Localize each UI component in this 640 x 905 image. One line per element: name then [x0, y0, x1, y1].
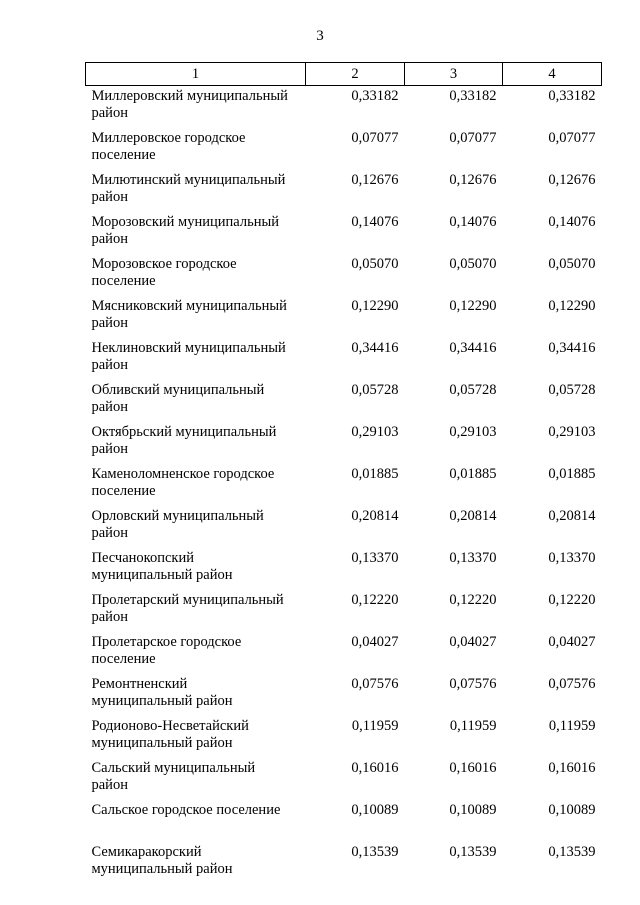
value-col-2: 0,10089: [351, 802, 399, 818]
municipality-name: [86, 590, 306, 632]
municipality-name: [86, 296, 306, 338]
municipality-name: [86, 380, 306, 422]
value-col-2: 0,05070: [351, 256, 399, 272]
page-number: 3: [316, 28, 324, 44]
value-col-2: 0,12676: [351, 172, 399, 188]
value-col-2: 0,13539: [351, 844, 399, 860]
value-col-3: 0,12290: [449, 298, 497, 314]
table-row: [86, 212, 602, 254]
table-row: [86, 758, 602, 800]
value-col-3: 0,16016: [449, 760, 497, 776]
value-col-4: 0,33182: [548, 88, 596, 104]
municipality-name: [86, 506, 306, 548]
value-col-3: 0,29103: [449, 424, 497, 440]
municipality-name-line: Песчанокопский: [91, 550, 194, 566]
value-col-3: 0,11959: [449, 718, 497, 734]
value-col-2: 0,33182: [351, 88, 399, 104]
value-col-3: 0,14076: [449, 214, 497, 230]
column-header-3: 3: [405, 63, 503, 86]
municipality-name-line: Неклиновский муниципальный: [91, 340, 286, 356]
value-col-2: 0,16016: [351, 760, 399, 776]
municipality-name-line: район: [91, 105, 128, 121]
value-col-4: 0,12220: [548, 592, 596, 608]
value-col-4: 0,11959: [548, 718, 596, 734]
value-col-3: 0,07077: [449, 130, 497, 146]
municipality-name-line: район: [91, 609, 128, 625]
municipality-name-line: Обливский муниципальный: [91, 382, 265, 398]
value-col-4: 0,13539: [548, 844, 596, 860]
municipality-name-line: Сальское городское поселение: [91, 802, 281, 818]
value-col-2: 0,12220: [351, 592, 399, 608]
municipality-name: [86, 758, 306, 800]
municipality-name-line: поселение: [91, 651, 156, 667]
municipality-name-line: Ремонтненский: [91, 676, 188, 692]
municipality-name: [86, 548, 306, 590]
value-col-4: 0,12676: [548, 172, 596, 188]
value-col-3: 0,01885: [449, 466, 497, 482]
table-row: [86, 842, 602, 884]
value-col-3: 0,05728: [449, 382, 497, 398]
municipality-name-line: Октябрьский муниципальный: [91, 424, 277, 440]
value-col-4: 0,29103: [548, 424, 596, 440]
municipality-name-line: Морозовский муниципальный: [91, 214, 279, 230]
municipality-name: [86, 422, 306, 464]
table-row: [86, 86, 602, 129]
municipality-name-line: Миллеровское городское: [91, 130, 246, 146]
municipality-name: [86, 170, 306, 212]
municipality-name-line: муниципальный район: [91, 735, 233, 751]
table-row: [86, 338, 602, 380]
value-col-3: 0,04027: [449, 634, 497, 650]
table-row: [86, 296, 602, 338]
municipality-name: [86, 632, 306, 674]
municipality-name-line: поселение: [91, 483, 156, 499]
value-col-3: 0,33182: [449, 88, 497, 104]
table-row: [86, 422, 602, 464]
municipality-name-line: Каменоломненское городское: [91, 466, 275, 482]
value-col-4: 0,05728: [548, 382, 596, 398]
value-col-4: 0,16016: [548, 760, 596, 776]
value-col-3: 0,12220: [449, 592, 497, 608]
municipality-name-line: муниципальный район: [91, 567, 233, 583]
table-row: [86, 254, 602, 296]
value-col-2: 0,34416: [351, 340, 399, 356]
value-col-2: 0,20814: [351, 508, 399, 524]
municipality-name-line: район: [91, 189, 128, 205]
value-col-3: 0,13370: [449, 550, 497, 566]
table-row: [86, 380, 602, 422]
municipality-name-line: район: [91, 399, 128, 415]
table-row: [86, 632, 602, 674]
value-col-3: 0,20814: [449, 508, 497, 524]
table-row: [86, 128, 602, 170]
column-header-4: 4: [503, 63, 602, 86]
municipality-name: [86, 464, 306, 506]
data-table: [85, 62, 602, 884]
value-col-4: 0,13370: [548, 550, 596, 566]
municipality-name-line: Пролетарское городское: [91, 634, 242, 650]
municipality-name: [86, 842, 306, 884]
municipality-name-line: район: [91, 777, 128, 793]
value-col-2: 0,07077: [351, 130, 399, 146]
municipality-name-line: Семикаракорский: [91, 844, 202, 860]
table-header-row: [86, 63, 602, 86]
municipality-name: [86, 338, 306, 380]
municipality-name: [86, 800, 306, 842]
value-col-4: 0,34416: [548, 340, 596, 356]
value-col-2: 0,01885: [351, 466, 399, 482]
municipality-name-line: Сальский муниципальный: [91, 760, 256, 776]
table-row: [86, 800, 602, 842]
value-col-2: 0,04027: [351, 634, 399, 650]
municipality-name-line: поселение: [91, 147, 156, 163]
column-header-1: 1: [86, 63, 306, 86]
column-header-2: 2: [306, 63, 405, 86]
value-col-2: 0,14076: [351, 214, 399, 230]
municipality-name-line: муниципальный район: [91, 693, 233, 709]
value-col-3: 0,12676: [449, 172, 497, 188]
value-col-3: 0,13539: [449, 844, 497, 860]
value-col-2: 0,29103: [351, 424, 399, 440]
table-row: [86, 716, 602, 758]
municipality-name-line: район: [91, 315, 128, 331]
value-col-2: 0,05728: [351, 382, 399, 398]
value-col-4: 0,14076: [548, 214, 596, 230]
municipality-name-line: Милютинский муниципальный: [91, 172, 286, 188]
value-col-2: 0,13370: [351, 550, 399, 566]
municipality-name-line: район: [91, 441, 128, 457]
municipality-name-line: район: [91, 357, 128, 373]
table-row: [86, 464, 602, 506]
municipality-name-line: Орловский муниципальный: [91, 508, 264, 524]
value-col-4: 0,07077: [548, 130, 596, 146]
value-col-2: 0,11959: [351, 718, 399, 734]
table-row: [86, 590, 602, 632]
value-col-3: 0,34416: [449, 340, 497, 356]
municipality-name-line: Пролетарский муниципальный: [91, 592, 284, 608]
municipality-name: [86, 128, 306, 170]
value-col-4: 0,05070: [548, 256, 596, 272]
value-col-3: 0,05070: [449, 256, 497, 272]
municipality-name-line: поселение: [91, 273, 156, 289]
municipality-name: [86, 674, 306, 716]
municipality-name-line: район: [91, 231, 128, 247]
municipality-name: [86, 86, 306, 129]
value-col-3: 0,07576: [449, 676, 497, 692]
municipality-name: [86, 254, 306, 296]
municipality-name-line: Миллеровский муниципальный: [91, 88, 288, 104]
table-row: [86, 170, 602, 212]
value-col-4: 0,04027: [548, 634, 596, 650]
value-col-4: 0,01885: [548, 466, 596, 482]
value-col-4: 0,20814: [548, 508, 596, 524]
municipality-name-line: Родионово-Несветайский: [91, 718, 249, 734]
municipality-name-line: район: [91, 525, 128, 541]
municipality-name-line: Мясниковский муниципальный: [91, 298, 287, 314]
municipality-name-line: Морозовское городское: [91, 256, 237, 272]
value-col-4: 0,10089: [548, 802, 596, 818]
value-col-4: 0,12290: [548, 298, 596, 314]
municipality-name-line: муниципальный район: [91, 861, 233, 877]
table-row: [86, 674, 602, 716]
table-row: [86, 506, 602, 548]
value-col-3: 0,10089: [449, 802, 497, 818]
table-row: [86, 548, 602, 590]
value-col-2: 0,07576: [351, 676, 399, 692]
table-body: [86, 86, 602, 885]
value-col-2: 0,12290: [351, 298, 399, 314]
municipality-name: [86, 716, 306, 758]
value-col-4: 0,07576: [548, 676, 596, 692]
municipality-name: [86, 212, 306, 254]
